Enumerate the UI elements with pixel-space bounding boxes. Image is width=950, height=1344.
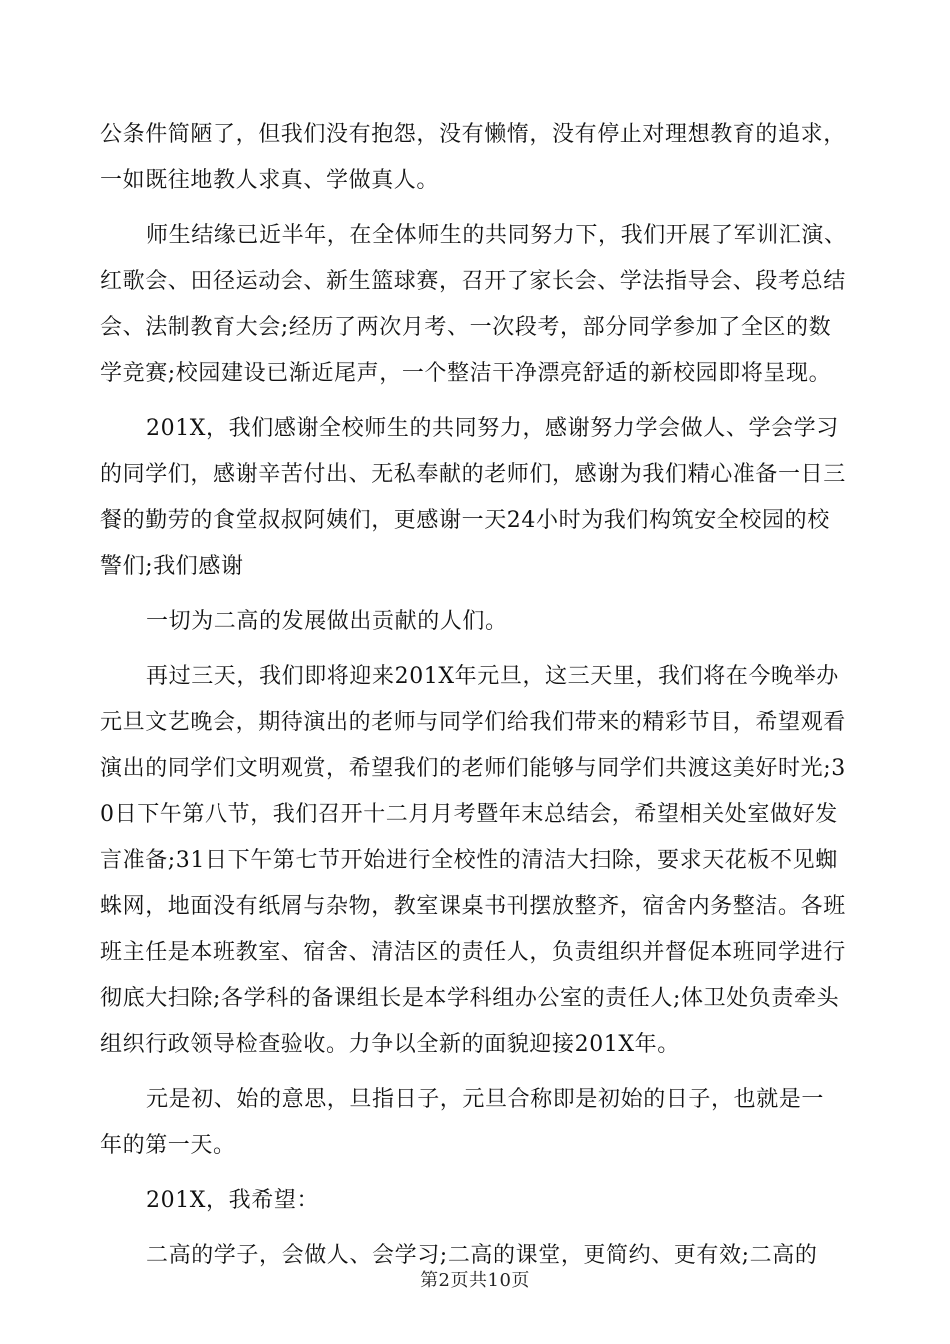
paragraph bbox=[100, 1178, 852, 1224]
paragraph-line: 元是初、始的意思，旦指日子，元旦合称即是初始的日子，也就是一 bbox=[146, 1087, 825, 1112]
paragraph-line: 餐的勤劳的食堂叔叔阿姨们，更感谢一天24小时为我们构筑安全校园的校 bbox=[100, 508, 830, 533]
paragraph-line: 201X，我希望： bbox=[146, 1188, 320, 1213]
paragraph-line: 会、法制教育大会;经历了两次月考、一次段考，部分同学参加了全区的数 bbox=[100, 315, 832, 340]
paragraph-line: 演出的同学们文明观赏，希望我们的老师们能够与同学们共渡这美好时光;3 bbox=[100, 756, 846, 781]
paragraph-line: 蛛网，地面没有纸屑与杂物，教室课桌书刊摆放整齐，宿舍内务整洁。各班 bbox=[100, 894, 846, 919]
page-footer bbox=[0, 1266, 950, 1292]
paragraph bbox=[100, 1077, 852, 1169]
paragraph-line: 元旦文艺晚会，期待演出的老师与同学们给我们带来的精彩节目，希望观看 bbox=[100, 710, 846, 735]
paragraph-line: 班主任是本班教室、宿舍、清洁区的责任人，负责组织并督促本班同学进行 bbox=[100, 940, 846, 965]
paragraph-line: 一切为二高的发展做出贡献的人们。 bbox=[146, 609, 508, 634]
paragraph bbox=[100, 654, 852, 1068]
paragraph bbox=[100, 599, 852, 645]
paragraph-line: 一如既往地教人求真、学做真人。 bbox=[100, 168, 440, 193]
paragraph-line: 年的第一天。 bbox=[100, 1133, 236, 1158]
paragraph-line: 的同学们，感谢辛苦付出、无私奉献的老师们，感谢为我们精心准备一日三 bbox=[100, 462, 846, 487]
paragraph-line: 彻底大扫除;各学科的备课组长是本学科组办公室的责任人;体卫处负责牵头 bbox=[100, 986, 840, 1011]
paragraph bbox=[100, 112, 852, 204]
paragraph-line: 组织行政领导检查验收。力争以全新的面貌迎接201X年。 bbox=[100, 1032, 680, 1057]
paragraph-line: 警们;我们感谢 bbox=[100, 554, 244, 579]
paragraph-line: 再过三天，我们即将迎来201X年元旦，这三天里，我们将在今晚举办 bbox=[146, 664, 839, 689]
paragraph-line: 学竞赛;校园建设已渐近尾声，一个整洁干净漂亮舒适的新校园即将呈现。 bbox=[100, 361, 832, 386]
paragraph-line: 二高的学子，会做人、会学习;二高的课堂，更简约、更有效;二高的 bbox=[146, 1243, 818, 1268]
paragraph bbox=[100, 213, 852, 397]
paragraph-line: 201X，我们感谢全校师生的共同努力，感谢努力学会做人、学会学习 bbox=[146, 416, 839, 441]
paragraph-line: 0日下午第八节，我们召开十二月月考暨年末总结会，希望相关处室做好发 bbox=[100, 802, 838, 827]
paragraph-line: 言准备;31日下午第七节开始进行全校性的清洁大扫除，要求天花板不见蜘 bbox=[100, 848, 838, 873]
paragraph-line: 红歌会、田径运动会、新生篮球赛，召开了家长会、学法指导会、段考总结 bbox=[100, 269, 846, 294]
paragraph bbox=[100, 406, 852, 590]
paragraph-line: 师生结缘已近半年，在全体师生的共同努力下，我们开展了军训汇演、 bbox=[146, 223, 847, 248]
page-number: 第2页共10页 bbox=[420, 1270, 530, 1291]
document-body bbox=[100, 112, 852, 1288]
paragraph-line: 公条件简陋了，但我们没有抱怨，没有懒惰，没有停止对理想教育的追求， bbox=[100, 122, 846, 147]
